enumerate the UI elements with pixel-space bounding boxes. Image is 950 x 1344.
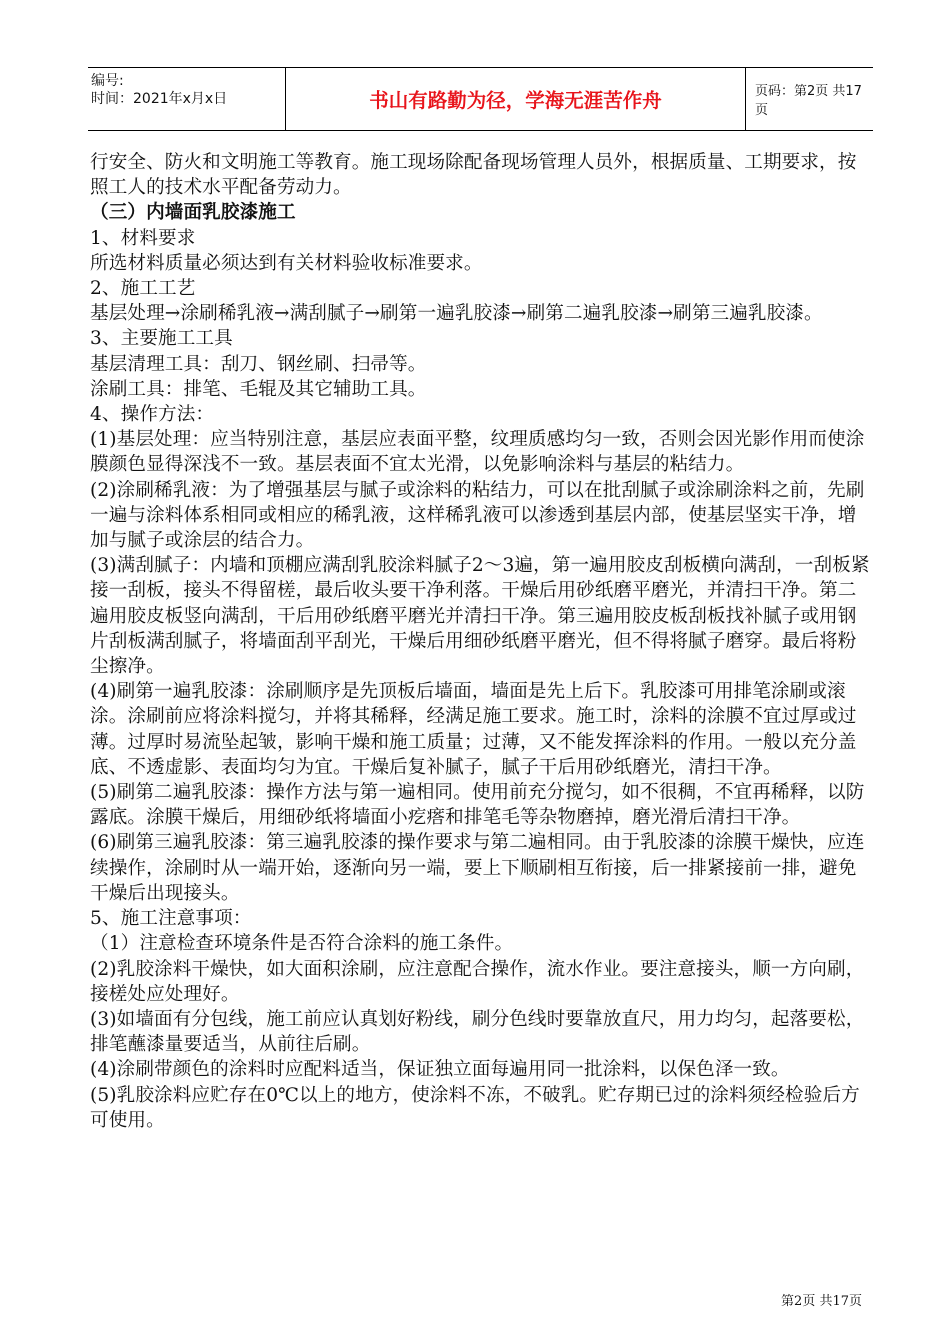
body-paragraph: （1）注意检查环境条件是否符合涂料的施工条件。: [90, 933, 514, 955]
document-number-label: 编号:: [91, 73, 124, 89]
body-paragraph: 5、施工注意事项：: [90, 908, 252, 930]
body-paragraph: 涂刷工具：排笔、毛辊及其它辅助工具。: [90, 378, 427, 400]
body-paragraph: (5)乳胶涂料应贮存在0℃以上的地方，使涂料不冻，不破乳。贮存期已过的涂料须经检验后方可使用。: [90, 1084, 860, 1131]
body-paragraph: (1)基层处理：应当特别注意，基层应表面平整，纹理质感均匀一致，否则会因光影作用而使涂膜颜色显得深浅不一致。基层表面不宜太光滑，以免影响涂料与基层的粘结力。: [90, 429, 865, 476]
header-meta: [88, 68, 285, 130]
body-paragraph: 2、施工工艺: [90, 278, 196, 300]
document-body: [90, 150, 870, 1133]
body-paragraph: (4)刷第一遍乳胶漆：涂刷顺序是先顶板后墙面，墙面是先上后下。乳胶漆可用排笔涂刷或滚涂。涂刷前应将涂料搅匀，并将其稀释，经满足施工要求。施工时，涂料的涂膜不宜过厚或过薄。过厚时易流坠起皱，影响干燥和施工质量；过薄，又不能发挥涂料的作用。一般以充分盖底、不透虚影、表面均匀为宜。干燥后复补腻子，腻子干后用砂纸磨光，清扫干净。: [90, 681, 857, 778]
body-paragraph: (5)刷第二遍乳胶漆：操作方法与第一遍相同。使用前充分搅匀，如不很稠，不宜再稀释，以防露底。涂膜干燥后，用细砂纸将墙面小疙瘩和排笔毛等杂物磨掉，磨光滑后清扫干净。: [90, 782, 865, 829]
body-paragraph: 所选材料质量必须达到有关材料验收标准要求。: [90, 252, 483, 274]
page-footer: 第2页 共17页: [781, 1294, 862, 1309]
body-paragraph: 行安全、防火和文明施工等教育。施工现场除配备现场管理人员外，根据质量、工期要求，按照工人的技术水平配备劳动力。: [90, 152, 857, 199]
body-paragraph: (6)刷第三遍乳胶漆：第三遍乳胶漆的操作要求与第二遍相同。由于乳胶漆的涂膜干燥快，应连续操作，涂刷时从一端开始，逐渐向另一端，要上下顺刷相互衔接，后一排紧接前一排，避免干燥后出现接头。: [90, 832, 865, 904]
body-paragraph: 3、主要施工工具: [90, 328, 233, 350]
section-heading: （三）内墙面乳胶漆施工: [90, 202, 296, 224]
body-paragraph: 1、材料要求: [90, 227, 196, 249]
header-motto: 书山有路勤为径，学海无涯苦作舟: [285, 68, 746, 130]
body-paragraph: (4)涂刷带颜色的涂料时应配料适当，保证独立面每遍用同一批涂料，以保色泽一致。: [90, 1059, 790, 1081]
body-paragraph: 基层处理→涂刷稀乳液→满刮腻子→刷第一遍乳胶漆→刷第二遍乳胶漆→刷第三遍乳胶漆。: [90, 303, 823, 325]
body-paragraph: (3)满刮腻子：内墙和顶棚应满刮乳胶涂料腻子2～3遍，第一遍用胶皮刮板横向满刮，一刮板紧接一刮板，接头不得留槎，最后收头要干净利落。干燥后用砂纸磨平磨光，并清扫干净。第二遍用胶皮板竖向满刮，干后用砂纸磨平磨光并清扫干净。第三遍用胶皮板刮板找补腻子或用钢片刮板满刮腻子，将墙面刮平刮光，干燥后用细砂纸磨平磨光，但不得将腻子磨穿。最后将粉尘擦净。: [90, 555, 870, 678]
body-paragraph: 基层清理工具：刮刀、钢丝刷、扫帚等。: [90, 353, 427, 375]
body-paragraph: (3)如墙面有分包线，施工前应认真划好粉线，刷分色线时要靠放直尺，用力均匀，起落要松，排笔蘸漆量要适当，从前往后刷。: [90, 1008, 865, 1056]
body-paragraph: (2)乳胶涂料干燥快，如大面积涂刷，应注意配合操作，流水作业。要注意接头，顺一方向刷，接槎处应处理好。: [90, 958, 865, 1005]
body-paragraph: 4、操作方法：: [90, 404, 215, 426]
header-page-number: 页码：第2页 共17页: [755, 84, 862, 118]
document-time-label: 时间：2021年x月x日: [91, 91, 228, 107]
page-header: [88, 67, 873, 131]
body-paragraph: (2)涂刷稀乳液：为了增强基层与腻子或涂料的粘结力，可以在批刮腻子或涂刷涂料之前，先刷一遍与涂料体系相同或相应的稀乳液，这样稀乳液可以渗透到基层内部，使基层坚实干净，增加与腻子或涂层的结合力。: [90, 479, 865, 552]
